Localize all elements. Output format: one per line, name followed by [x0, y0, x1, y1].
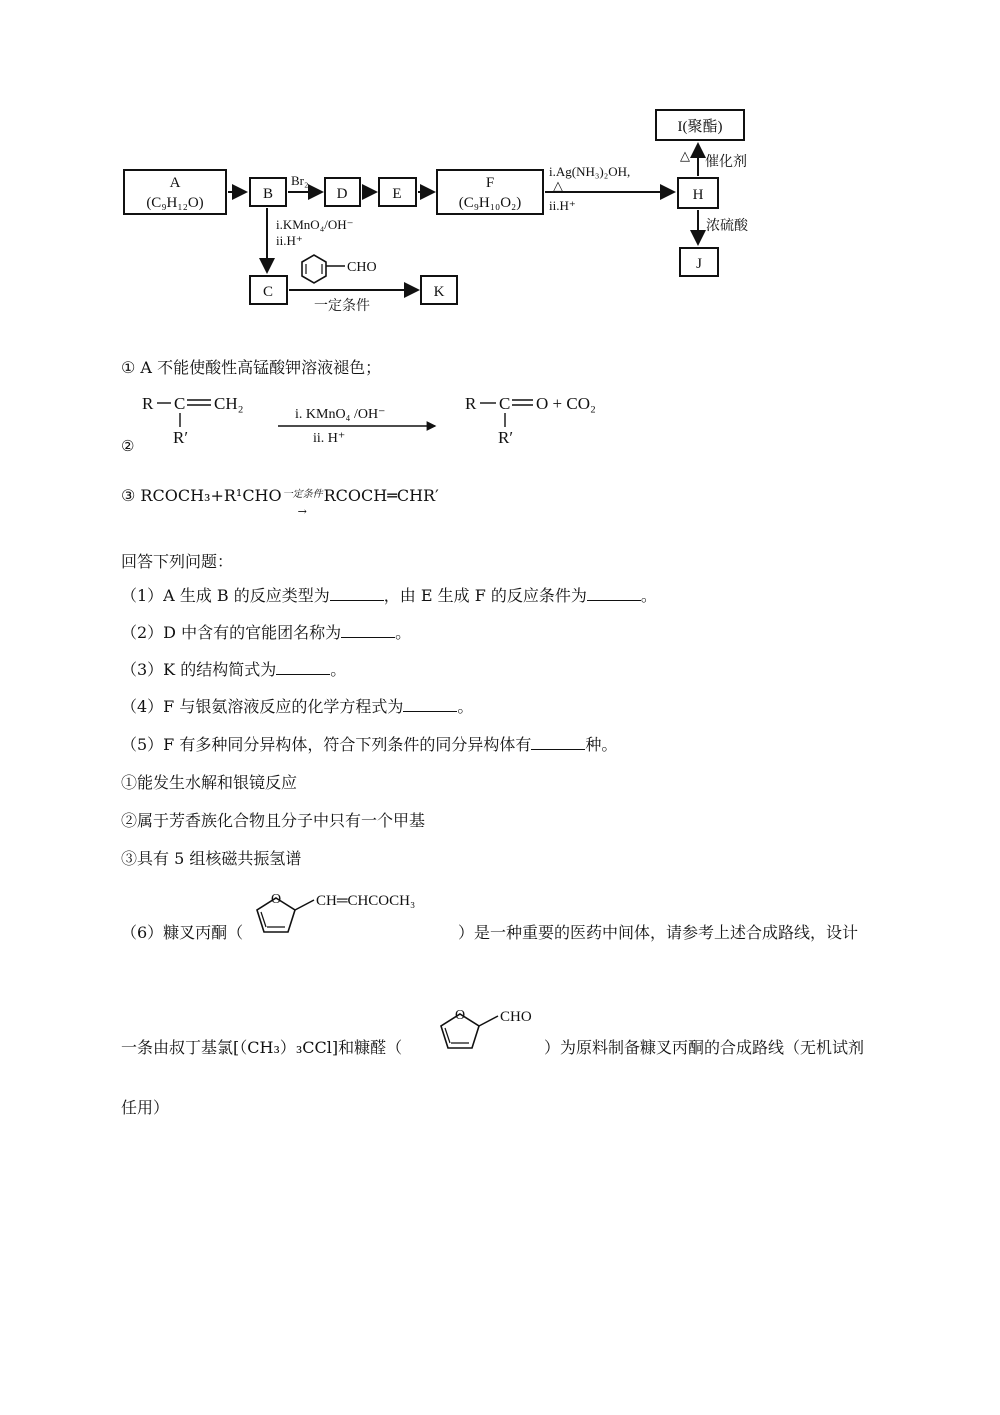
label-J: J [696, 256, 702, 272]
catalyst-label: 催化剂 [705, 155, 747, 170]
q1-blank-2[interactable] [587, 586, 641, 601]
q6-text-d: ）为原料制备糠叉丙酮的合成路线（无机试剂 [544, 1038, 865, 1057]
q4-text-a: （4）F 与银氨溶液反应的化学方程式为 [121, 697, 404, 716]
questions-intro: 回答下列问题： [121, 552, 234, 571]
q2-text-b: 。 [395, 623, 412, 642]
catalyst-delta: △ [680, 148, 690, 163]
question-5 [121, 735, 617, 755]
q6-text-e: 任用） [121, 1098, 170, 1117]
q6-cho-label: CHO [500, 1009, 532, 1025]
q5-blank[interactable] [531, 735, 585, 750]
q1-text-b: ，由 E 生成 F 的反应条件为 [383, 586, 587, 605]
question-1 [121, 586, 657, 606]
q4-blank[interactable] [403, 697, 457, 712]
q1-text-a: （1）A 生成 B 的反应类型为 [121, 586, 330, 605]
reagent-ag-1: i.Ag(NH₃)₂OH, [549, 164, 631, 179]
info-item-3-left: ③ RCOCH₃+R¹CHO [121, 486, 282, 505]
info-item-2-reaction [115, 385, 655, 457]
furan-o: O [271, 892, 282, 907]
q6-text-a: （6）糠叉丙酮（ [121, 923, 244, 942]
reactant-rp: R′ [173, 428, 189, 447]
q5-text-a: （5）F 有多种同分异构体，符合下列条件的同分异构体有 [121, 735, 532, 754]
info-item-1: ① A 不能使酸性高锰酸钾溶液褪色； [121, 358, 382, 377]
furfural-o: O [455, 1008, 466, 1023]
reactant-ch2: CH₂ [214, 394, 244, 413]
info-item-3 [121, 486, 439, 518]
info-item-2-num: ② [121, 439, 135, 455]
reactant-c: C [174, 394, 186, 413]
label-D: D [336, 186, 348, 202]
product-rp: R′ [498, 428, 514, 447]
reactant-r: R [142, 394, 154, 413]
synthesis-scheme [0, 0, 1000, 330]
product-c: C [499, 394, 511, 413]
question-4 [121, 697, 473, 717]
condition-3: ③具有 5 组核磁共振氢谱 [121, 849, 302, 868]
condition-2: ②属于芳香族化合物且分子中只有一个甲基 [121, 811, 426, 830]
q4-text-b: 。 [457, 697, 474, 716]
label-H: H [692, 187, 704, 203]
label-B: B [262, 186, 274, 202]
product-o-co2: O + CO₂ [536, 394, 596, 413]
formula-A: (C₉H₁₂O) [146, 195, 204, 211]
info-item-3-cond: 一定条件 [282, 489, 323, 500]
label-A: A [169, 175, 181, 191]
cond-kmno4: i. KMnO₄ /OH⁻ [295, 407, 386, 422]
label-F: F [485, 175, 495, 191]
question-3 [121, 660, 346, 680]
q5-text-b: 种。 [585, 735, 618, 754]
q6-text-c: 一条由叔丁基氯[（CH₃）₃CCl]和糠醛（ [121, 1038, 403, 1057]
reagent-ag-delta: △ [553, 178, 563, 193]
furfural-structure [432, 1000, 552, 1060]
q3-blank[interactable] [276, 660, 330, 675]
benzene-ring-icon [302, 255, 345, 283]
reagent-kmno4-2: ii.H⁺ [276, 233, 303, 248]
cho-label: CHO [347, 260, 377, 275]
product-r: R [465, 394, 477, 413]
question-2 [121, 623, 411, 643]
label-C: C [262, 284, 274, 300]
q3-text-a: （3）K 的结构简式为 [121, 660, 277, 679]
reagent-kmno4-1: i.KMnO₄/OH⁻ [276, 217, 354, 232]
label-K: K [433, 284, 445, 300]
q1-text-c: 。 [640, 586, 657, 605]
q6-struct-label: CH═CHCOCH₃ [316, 893, 416, 909]
cond-h: ii. H⁺ [313, 431, 346, 446]
condition-1: ①能发生水解和银镜反应 [121, 773, 298, 792]
reagent-ag-2: ii.H⁺ [549, 198, 576, 213]
label-I: I(聚酯) [677, 119, 723, 135]
info-item-3-right: RCOCH═CHR′ [323, 486, 439, 505]
label-E: E [392, 186, 402, 202]
q3-text-b: 。 [330, 660, 347, 679]
conc-h2so4-label: 浓硫酸 [706, 219, 748, 234]
q2-blank[interactable] [341, 623, 395, 638]
q2-text-a: （2）D 中含有的官能团名称为 [121, 623, 342, 642]
furfurylidene-acetone-structure [248, 880, 458, 942]
q1-blank-1[interactable] [330, 586, 384, 601]
q6-text-b: ）是一种重要的医药中间体，请参考上述合成路线，设计 [458, 923, 859, 942]
formula-F: (C₉H₁₀O₂) [458, 195, 522, 211]
condition-label: 一定条件 [314, 299, 370, 314]
info-item-3-arrow-icon: → [297, 505, 307, 518]
reagent-br2: Br₂ [291, 173, 309, 188]
